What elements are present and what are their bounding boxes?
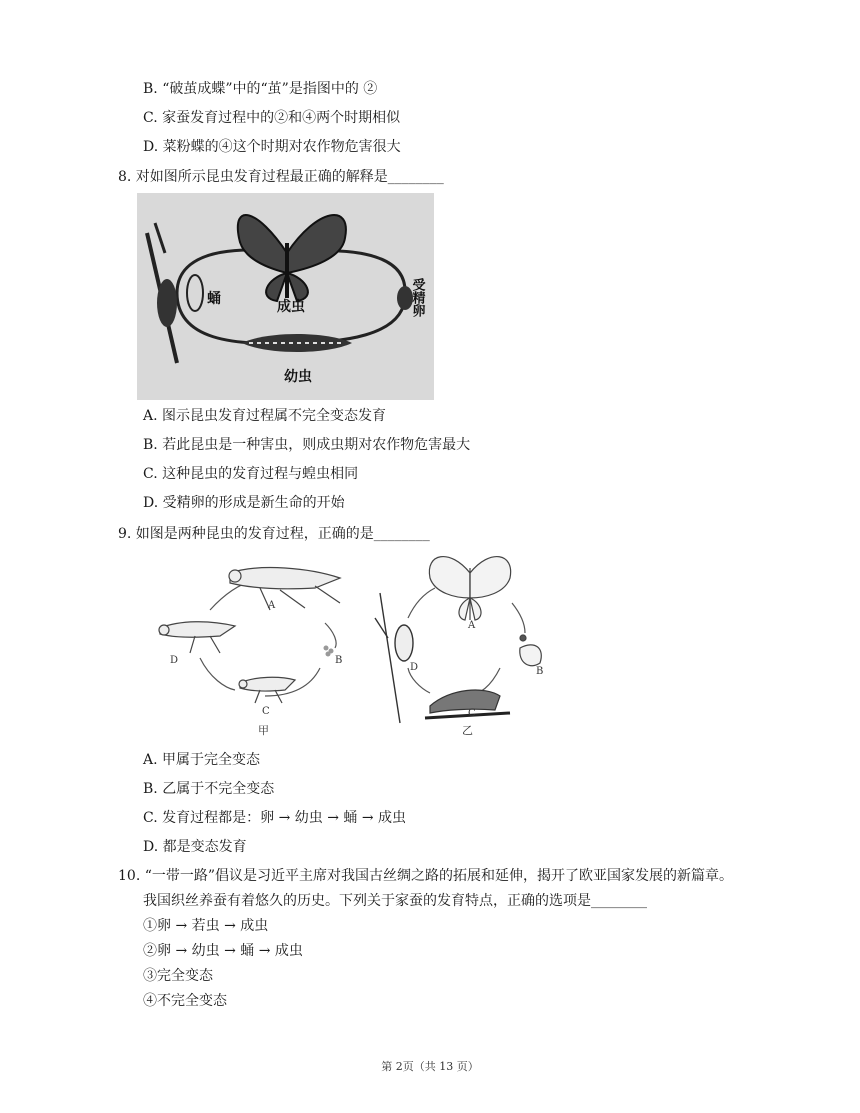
- q10-item-3: ③完全变态: [143, 968, 213, 984]
- butterfly-lifecycle-figure: [137, 193, 434, 400]
- q10-item-1: ①卵 → 若虫 → 成虫: [143, 918, 269, 934]
- question-9-stem: 9. 如图是两种昆虫的发育过程，正确的是________: [118, 526, 430, 542]
- butterfly-lifecycle-photo: [137, 193, 434, 400]
- q9-option-b: B. 乙属于不完全变态: [143, 781, 275, 797]
- label-adult: 成虫: [277, 299, 305, 315]
- yi-label-a: A: [468, 620, 476, 631]
- yi-label-c: C: [468, 708, 476, 719]
- label-larva: 幼虫: [284, 369, 312, 385]
- q9-option-c: C. 发育过程都是：卵 → 幼虫 → 蛹 → 成虫: [143, 810, 407, 826]
- page-footer: 第 2页（共 13 页）: [381, 1060, 479, 1073]
- label-fertilized-egg: 受精卵: [409, 278, 425, 317]
- option-c-prev: C. 家蚕发育过程中的②和④两个时期相似: [143, 110, 401, 126]
- grasshopper-eggs-icon: [324, 646, 334, 657]
- grasshopper-nymph-large-icon: [159, 622, 235, 653]
- question-8-stem: 8. 对如图所示昆虫发育过程最正确的解释是________: [118, 169, 444, 185]
- jia-label-b: B: [335, 655, 343, 666]
- yi-label-d: D: [410, 662, 419, 673]
- q8-option-b: B. 若此昆虫是一种害虫，则成虫期对农作物危害最大: [143, 437, 471, 453]
- grasshopper-nymph-small-icon: [239, 677, 295, 703]
- q10-item-2: ②卵 → 幼虫 → 蛹 → 成虫: [143, 943, 303, 959]
- q8-option-d: D. 受精卵的形成是新生命的开始: [143, 495, 345, 511]
- q9-option-d: D. 都是变态发育: [143, 839, 247, 855]
- question-10-stem-line2: 我国织丝养蚕有着悠久的历史。下列关于家蚕的发育特点，正确的选项是________: [143, 893, 647, 909]
- jia-label-d: D: [170, 655, 179, 666]
- leaf-egg-icon: [520, 635, 542, 666]
- butterfly-adult-icon-2: [429, 557, 510, 620]
- q10-item-4: ④不完全变态: [143, 993, 227, 1009]
- option-b-prev: B. “破茧成蝶”中的“茧”是指图中的 ②: [143, 81, 378, 97]
- yi-label-b: B: [536, 666, 544, 677]
- grasshopper-adult-icon: [229, 568, 340, 610]
- chrysalis-on-twig-icon: [375, 593, 413, 723]
- q9-option-a: A. 甲属于完全变态: [143, 752, 261, 768]
- question-10-stem-line1: 10. “一带一路”倡议是习近平主席对我国古丝绸之路的拓展和延伸，揭开了欧亚国家发展的新篇章。: [118, 868, 734, 884]
- q8-option-a: A. 图示昆虫发育过程属不完全变态发育: [143, 408, 387, 424]
- label-pupa: 蛹: [207, 291, 221, 307]
- yi-caption: 乙: [462, 724, 473, 737]
- q8-option-c: C. 这种昆虫的发育过程与蝗虫相同: [143, 466, 359, 482]
- two-insect-lifecycles-figure: [140, 548, 560, 743]
- jia-caption: 甲: [258, 724, 269, 737]
- jia-label-c: C: [262, 706, 270, 717]
- jia-label-a: A: [268, 600, 276, 611]
- option-d-prev: D. 菜粉蝶的④这个时期对农作物危害很大: [143, 139, 401, 155]
